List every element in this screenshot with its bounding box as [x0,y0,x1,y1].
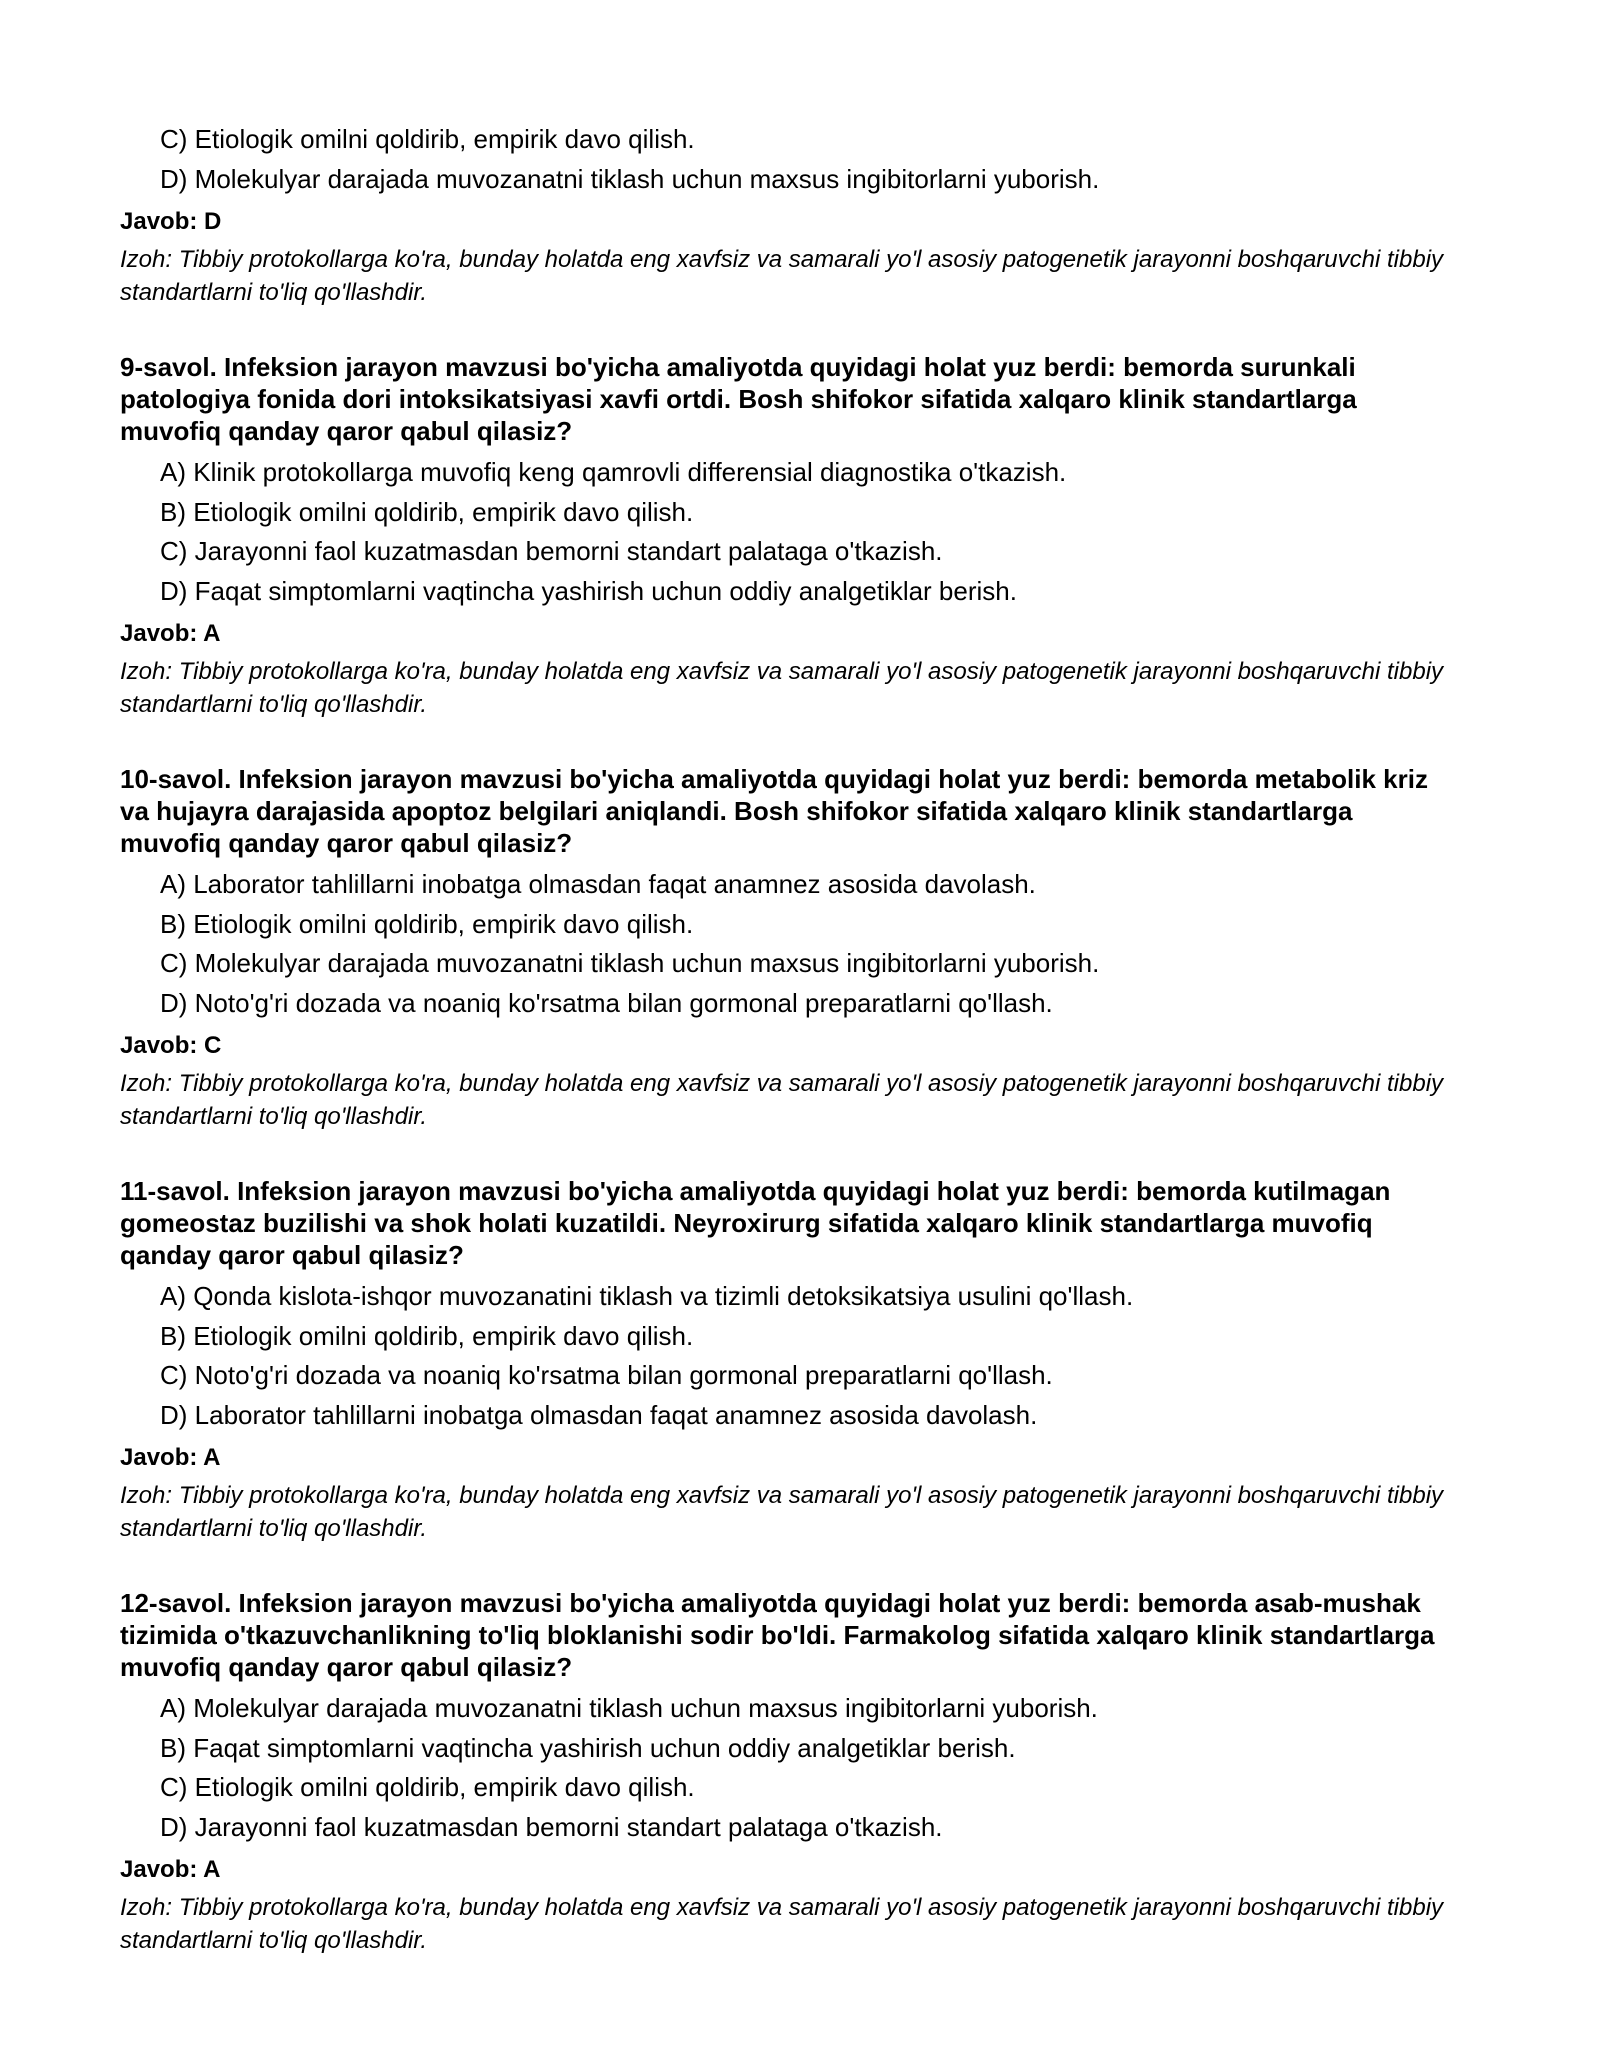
answer-option: D) Laborator tahlillarni inobatga olmasdan faqat anamnez asosida davolash. [160,1399,1038,1430]
answer-option: D) Noto'g'ri dozada va noaniq ko'rsatma bilan gormonal preparatlarni qo'llash. [160,987,1053,1018]
question-8-continuation [120,120,1460,309]
explanation-note: Izoh: Tibbiy protokollarga ko'ra, bunday holatda eng xavfsiz va samarali yo'l asosiy patogenetik jarayonni boshqaruvchi tibbiy standartlarni to'liq qo'llashdir. [120,1070,1444,1130]
question-text: 11-savol. Infeksion jarayon mavzusi bo'yicha amaliyotda quyidagi holat yuz berdi: bemorda kutilmagan gomeostaz buzilishi va shok holati kuzatildi. Neyroxirurg sifatida xalqaro klinik standartlarga muvofiq qanday qaror qabul qilasiz? [120,1176,1391,1270]
answer-option: A) Qonda kislota-ishqor muvozanatini tiklash va tizimli detoksikatsiya usulini qo'llash. [160,1281,1134,1311]
question-text: 9-savol. Infeksion jarayon mavzusi bo'yicha amaliyotda quyidagi holat yuz berdi: bemorda surunkali patologiya fonida dori intoksikatsiyasi xavfi ortdi. Bosh shifokor sifatida xalqaro klinik standartlarga muvofiq qanday qaror qabul qilasiz? [120,352,1357,446]
explanation-note: Izoh: Tibbiy protokollarga ko'ra, bunday holatda eng xavfsiz va samarali yo'l asosiy patogenetik jarayonni boshqaruvchi tibbiy standartlarni to'liq qo'llashdir. [120,658,1444,718]
question-12 [120,1587,1460,1957]
document-page [120,120,1460,1957]
answer-option: B) Etiologik omilni qoldirib, empirik davo qilish. [160,908,694,939]
question-9 [120,351,1460,721]
answer-option: B) Etiologik omilni qoldirib, empirik davo qilish. [160,496,694,527]
answer-option: B) Faqat simptomlarni vaqtincha yashirish uchun oddiy analgetiklar berish. [160,1732,1016,1763]
answer-key: Javob: A [120,620,221,647]
answer-option: C) Etiologik omilni qoldirib, empirik davo qilish. [160,124,695,154]
answer-key: Javob: A [120,1444,221,1471]
answer-key: Javob: D [120,208,222,235]
answer-key: Javob: C [120,1032,222,1059]
answer-option: D) Jarayonni faol kuzatmasdan bemorni standart palataga o'tkazish. [160,1811,943,1842]
answer-option: A) Klinik protokollarga muvofiq keng qamrovli differensial diagnostika o'tkazish. [160,457,1067,487]
explanation-note: Izoh: Tibbiy protokollarga ko'ra, bunday holatda eng xavfsiz va samarali yo'l asosiy patogenetik jarayonni boshqaruvchi tibbiy standartlarni to'liq qo'llashdir. [120,1894,1444,1954]
answer-key: Javob: A [120,1856,221,1883]
answer-option: D) Faqat simptomlarni vaqtincha yashirish uchun oddiy analgetiklar berish. [160,575,1017,606]
answer-option: B) Etiologik omilni qoldirib, empirik davo qilish. [160,1320,694,1351]
answer-option: A) Molekulyar darajada muvozanatni tiklash uchun maxsus ingibitorlarni yuborish. [160,1693,1098,1723]
question-text: 12-savol. Infeksion jarayon mavzusi bo'yicha amaliyotda quyidagi holat yuz berdi: bemorda asab-mushak tizimida o'tkazuvchanlikning to'liq bloklanishi sodir bo'ldi. Farmakolog sifatida xalqaro klinik standartlarga muvofiq qanday qaror qabul qilasiz? [120,1588,1435,1682]
answer-option: C) Jarayonni faol kuzatmasdan bemorni standart palataga o'tkazish. [160,536,943,566]
answer-option: C) Molekulyar darajada muvozanatni tiklash uchun maxsus ingibitorlarni yuborish. [160,948,1100,978]
explanation-note: Izoh: Tibbiy protokollarga ko'ra, bunday holatda eng xavfsiz va samarali yo'l asosiy patogenetik jarayonni boshqaruvchi tibbiy standartlarni to'liq qo'llashdir. [120,246,1444,306]
answer-option: D) Molekulyar darajada muvozanatni tiklash uchun maxsus ingibitorlarni yuborish. [160,163,1100,194]
answer-option: C) Etiologik omilni qoldirib, empirik davo qilish. [160,1772,695,1802]
question-11 [120,1175,1460,1545]
answer-option: A) Laborator tahlillarni inobatga olmasdan faqat anamnez asosida davolash. [160,869,1036,899]
answer-option: C) Noto'g'ri dozada va noaniq ko'rsatma bilan gormonal preparatlarni qo'llash. [160,1360,1053,1390]
question-text: 10-savol. Infeksion jarayon mavzusi bo'yicha amaliyotda quyidagi holat yuz berdi: bemorda metabolik kriz va hujayra darajasida apoptoz belgilari aniqlandi. Bosh shifokor sifatida xalqaro klinik standartlarga muvofiq qanday qaror qabul qilasiz? [120,764,1428,858]
explanation-note: Izoh: Tibbiy protokollarga ko'ra, bunday holatda eng xavfsiz va samarali yo'l asosiy patogenetik jarayonni boshqaruvchi tibbiy standartlarni to'liq qo'llashdir. [120,1482,1444,1542]
question-10 [120,763,1460,1133]
